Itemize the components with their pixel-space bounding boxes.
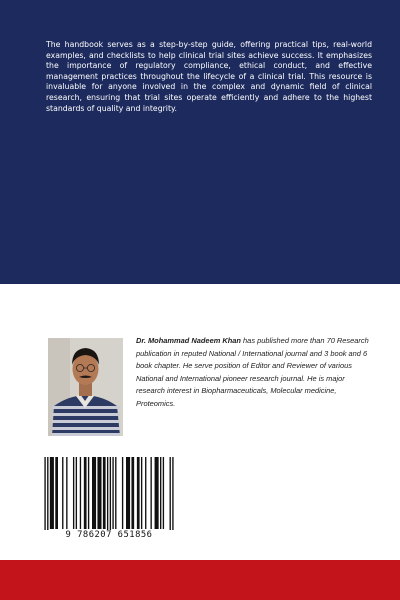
barcode-bar	[145, 457, 146, 529]
barcode-bar	[47, 457, 48, 535]
author-photo	[48, 338, 123, 436]
barcode-bar	[62, 457, 63, 529]
barcode-bar	[137, 457, 140, 529]
author-name: Dr. Mohammad Nadeem Khan	[136, 336, 241, 345]
back-cover-bottom-band	[0, 560, 400, 600]
barcode-bar	[160, 457, 161, 529]
barcode-bar	[50, 457, 54, 529]
isbn-number: 9 786207 651856	[41, 530, 177, 541]
barcode-bar	[155, 457, 159, 529]
barcode-bar	[150, 457, 151, 529]
barcode-bar	[103, 457, 106, 529]
barcode-bar	[66, 457, 67, 529]
barcode-bar	[76, 457, 77, 529]
barcode-bar	[107, 457, 108, 535]
barcode-bar	[92, 457, 96, 529]
barcode-bar	[141, 457, 142, 529]
barcode-bar	[131, 457, 134, 529]
book-description: The handbook serves as a step-by-step guide, offering practical tips, real-world examples, and checklists to help clinical trial sites achieve success. It emphasizes the importance of regulatory compliance, ethical conduct, and effective management practices throughout the lifecycle of a clinical trial. This resource is invaluable for anyone involved in the complex and dynamic field of clinical research, ensuring that trial sites operate efficiently and adhere to the highest standards of quality and integrity.	[46, 40, 372, 113]
barcode-bar	[84, 457, 87, 529]
author-bio-text: has published more than 70 Research publication in reputed National / International journal and 3 book and 6 book chapter. He serve position of Editor and Reviewer of various National and International pioneer research journal. He is major research interest in Biopharmaceuticals, Molecular medicine, Proteomics.	[136, 336, 369, 408]
barcode-bar	[115, 457, 116, 529]
barcode-bar	[126, 457, 130, 529]
barcode-bar	[97, 457, 101, 529]
barcode-bar	[110, 457, 111, 535]
author-bio	[136, 335, 372, 411]
barcode-bar	[88, 457, 89, 529]
barcode-bar	[55, 457, 58, 529]
back-cover-top-panel	[0, 0, 400, 284]
barcode-bar	[163, 457, 164, 529]
barcode-bar	[112, 457, 113, 529]
barcode-bar	[80, 457, 81, 529]
barcode-bar	[73, 457, 74, 529]
barcode-bar	[170, 457, 171, 535]
barcode-bar	[44, 457, 45, 535]
barcode-bar	[172, 457, 173, 535]
barcode-bar	[122, 457, 123, 529]
